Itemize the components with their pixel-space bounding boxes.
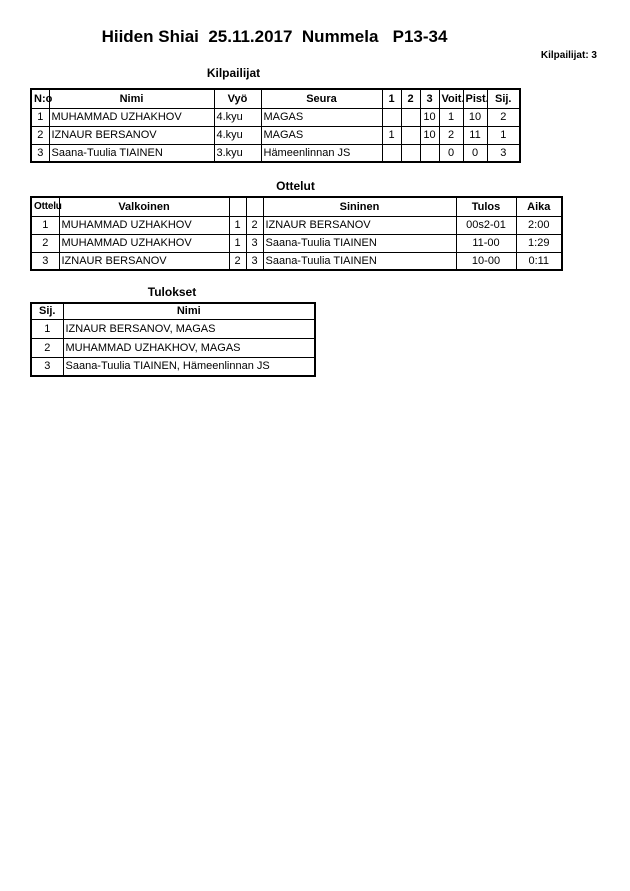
- cell-vyo: 4.kyu: [214, 126, 261, 144]
- column-header-nimi: Nimi: [49, 89, 214, 108]
- table-header-row: [31, 303, 315, 319]
- cell-valkoinen: IZNAUR BERSANOV: [59, 252, 229, 270]
- cell-vyo: 4.kyu: [214, 108, 261, 126]
- cell-sij: 1: [487, 126, 520, 144]
- cell-nimi: Saana-Tuulia TIAINEN: [49, 144, 214, 162]
- cell-nimi: IZNAUR BERSANOV, MAGAS: [63, 319, 315, 338]
- ottelut-table: [30, 196, 563, 271]
- cell-no: 1: [31, 108, 49, 126]
- cell-pist: 10: [463, 108, 487, 126]
- cell-result-1: [382, 108, 401, 126]
- cell-result-3: [420, 144, 439, 162]
- cell-sij: 3: [31, 357, 63, 376]
- table-row: [31, 357, 315, 376]
- column-header-no: N:o: [31, 89, 49, 108]
- cell-aika: 1:29: [516, 234, 562, 252]
- table-row: [31, 252, 562, 270]
- cell-tulos: 00s2-01: [456, 216, 516, 234]
- column-header-ottelu: Ottelu: [31, 197, 59, 216]
- section-title-ottelut: Ottelut: [276, 179, 315, 193]
- table-row: [31, 234, 562, 252]
- cell-aika: 2:00: [516, 216, 562, 234]
- column-header-valkoinen: Valkoinen: [59, 197, 229, 216]
- kilpailijat-table: [30, 88, 521, 163]
- cell-sininen: IZNAUR BERSANOV: [263, 216, 456, 234]
- cell-nimi: MUHAMMAD UZHAKHOV, MAGAS: [63, 338, 315, 357]
- cell-result-1: 1: [382, 126, 401, 144]
- cell-voit: 2: [439, 126, 463, 144]
- cell-valkoinen-no: 1: [229, 216, 246, 234]
- cell-pist: 11: [463, 126, 487, 144]
- cell-seura: Hämeenlinnan JS: [261, 144, 382, 162]
- tulokset-table: [30, 302, 316, 377]
- table-row: [31, 216, 562, 234]
- column-header-vyo: Vyö: [214, 89, 261, 108]
- column-header-sij: Sij.: [31, 303, 63, 319]
- cell-ottelu: 2: [31, 234, 59, 252]
- table-header-row: [31, 89, 520, 108]
- cell-result-2: [401, 108, 420, 126]
- column-header-1: 1: [382, 89, 401, 108]
- cell-seura: MAGAS: [261, 126, 382, 144]
- cell-no: 3: [31, 144, 49, 162]
- table-row: [31, 144, 520, 162]
- cell-valkoinen-no: 2: [229, 252, 246, 270]
- table-header-row: [31, 197, 562, 216]
- cell-vyo: 3.kyu: [214, 144, 261, 162]
- column-header-pist: Pist.: [463, 89, 487, 108]
- cell-sininen: Saana-Tuulia TIAINEN: [263, 234, 456, 252]
- cell-seura: MAGAS: [261, 108, 382, 126]
- cell-nimi: IZNAUR BERSANOV: [49, 126, 214, 144]
- cell-result-1: [382, 144, 401, 162]
- column-header-nimi: Nimi: [63, 303, 315, 319]
- cell-sij: 2: [487, 108, 520, 126]
- column-header-2: 2: [401, 89, 420, 108]
- cell-sij: 1: [31, 319, 63, 338]
- cell-ottelu: 1: [31, 216, 59, 234]
- cell-result-3: 10: [420, 126, 439, 144]
- section-title-tulokset: Tulokset: [147, 285, 197, 299]
- cell-sij: 3: [487, 144, 520, 162]
- column-header-sij: Sij.: [487, 89, 520, 108]
- competitor-count-label: Kilpailijat: 3: [540, 50, 597, 61]
- cell-sininen-no: 3: [246, 252, 263, 270]
- cell-no: 2: [31, 126, 49, 144]
- column-header-valkoinen-no: [229, 197, 246, 216]
- column-header-sininen: Sininen: [263, 197, 456, 216]
- table-row: [31, 108, 520, 126]
- cell-valkoinen: MUHAMMAD UZHAKHOV: [59, 216, 229, 234]
- cell-voit: 0: [439, 144, 463, 162]
- page-title: Hiiden Shiai 25.11.2017 Nummela P13-34: [101, 27, 448, 46]
- section-title-kilpailijat: Kilpailijat: [206, 66, 261, 80]
- table-row: [31, 338, 315, 357]
- table-row: [31, 126, 520, 144]
- cell-aika: 0:11: [516, 252, 562, 270]
- column-header-tulos: Tulos: [456, 197, 516, 216]
- cell-pist: 0: [463, 144, 487, 162]
- cell-ottelu: 3: [31, 252, 59, 270]
- table-row: [31, 319, 315, 338]
- cell-valkoinen-no: 1: [229, 234, 246, 252]
- column-header-sininen-no: [246, 197, 263, 216]
- cell-sininen-no: 3: [246, 234, 263, 252]
- column-header-aika: Aika: [516, 197, 562, 216]
- cell-sininen: Saana-Tuulia TIAINEN: [263, 252, 456, 270]
- cell-result-2: [401, 144, 420, 162]
- column-header-3: 3: [420, 89, 439, 108]
- cell-nimi: Saana-Tuulia TIAINEN, Hämeenlinnan JS: [63, 357, 315, 376]
- cell-result-2: [401, 126, 420, 144]
- cell-nimi: MUHAMMAD UZHAKHOV: [49, 108, 214, 126]
- cell-tulos: 10-00: [456, 252, 516, 270]
- cell-result-3: 10: [420, 108, 439, 126]
- cell-voit: 1: [439, 108, 463, 126]
- column-header-voit: Voit.: [439, 89, 463, 108]
- cell-sij: 2: [31, 338, 63, 357]
- column-header-seura: Seura: [261, 89, 382, 108]
- cell-valkoinen: MUHAMMAD UZHAKHOV: [59, 234, 229, 252]
- cell-sininen-no: 2: [246, 216, 263, 234]
- cell-tulos: 11-00: [456, 234, 516, 252]
